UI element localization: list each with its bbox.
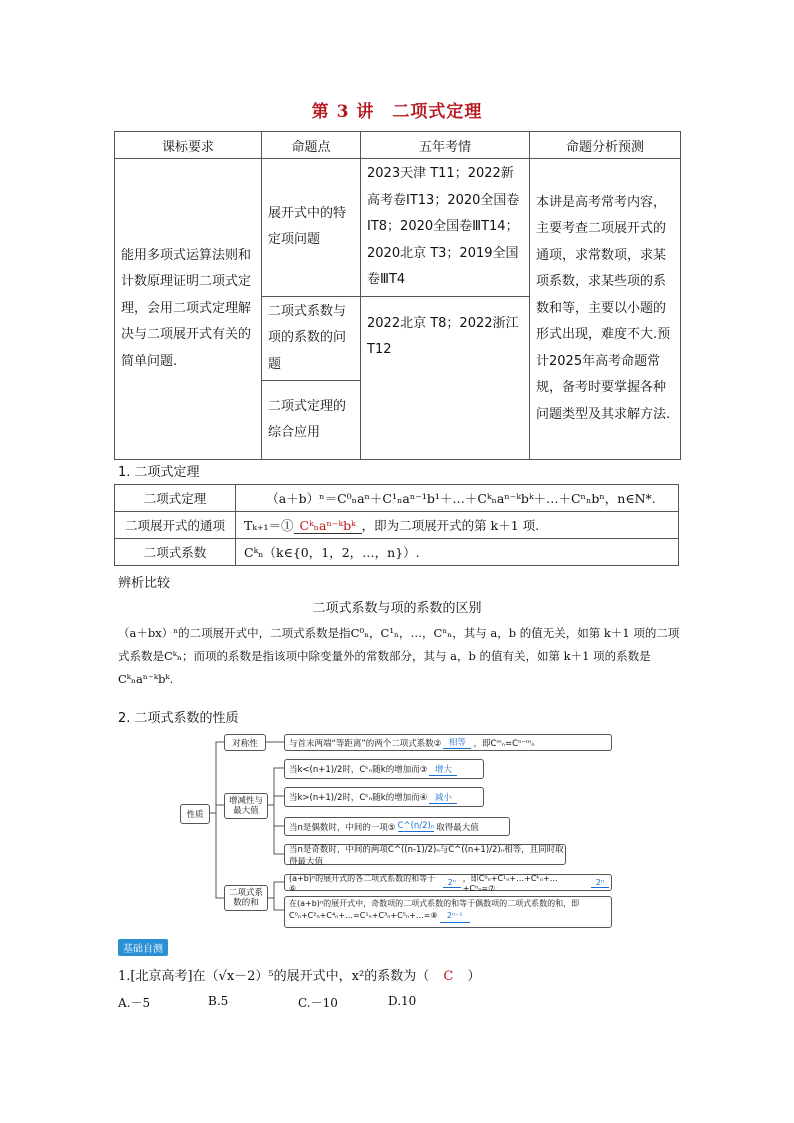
- answer-blank: Cᵏₙaⁿ⁻ᵏbᵏ: [294, 518, 362, 534]
- item-text: 当k<(n+1)/2时，Cᵏₙ随k的增加而③: [289, 765, 428, 775]
- item-answer: 2ⁿ⁻¹: [440, 910, 470, 923]
- mindmap-item: [284, 787, 484, 807]
- analysis-cell: 本讲是高考常考内容，主要考查二项展开式的通项，求常数项，求某项系数，求某些项的系数和等，主要以小题的形式出现，难度不大.预计2025年高考命题常规，备考时要掌握各种问题类型及其求解方法.: [530, 159, 681, 460]
- question-close: ）: [467, 969, 481, 984]
- section-heading: 2. 二项式系数的性质: [118, 711, 239, 726]
- general-term-suffix: ，即为二项展开式的第 k＋1 项.: [361, 518, 540, 533]
- question-text: 1.[北京高考]在（√x－2）⁵的展开式中，x²的系数为（: [118, 969, 430, 984]
- item-text: 与首末两端“等距离”的两个二项式系数②: [289, 738, 442, 749]
- item-answer: 2ⁿ: [443, 878, 461, 888]
- item-answer: 相等: [443, 736, 471, 749]
- mindmap-item: [284, 874, 612, 891]
- header-points: 命题点: [262, 132, 361, 159]
- mindmap-item: [284, 896, 612, 928]
- item-answer: C^(n/2)ₙ: [397, 821, 435, 831]
- properties-mindmap: [180, 730, 615, 930]
- compare-text: （a＋bx）ⁿ的二项展开式中，二项式系数是指C⁰ₙ，C¹ₙ，…，Cⁿₙ，其与 a，b 的值无关，如第 k＋1 项的二项式系数是Cᵏₙ；而项的系数是指该项中除变量外的常数部分，其与 a，b 的值有关，如第 k＋1 项的系数是Cᵏₙaⁿ⁻ᵏbᵏ.: [118, 626, 680, 686]
- item-tail: ，即C⁰ₙ+C¹ₙ+…+Cᵏₙ+…+Cⁿₙ=⑦: [462, 873, 558, 893]
- row-label: 二项式系数: [115, 539, 236, 566]
- basic-self-test-tag: 基础自测: [118, 939, 168, 956]
- mindmap-item: [284, 759, 484, 779]
- mindmap-item: [284, 734, 612, 751]
- item-tail: ，即Cᵐₙ=Cⁿ⁻ᵐₙ: [473, 738, 535, 749]
- exam-cell: 2023天津 T11；2022新高考卷ⅠT13；2020全国卷ⅠT8；2020全国卷ⅢT14；2020北京 T3；2019全国卷ⅢT4: [361, 159, 530, 297]
- item-text: 在(a+b)ⁿ的展开式中，奇数项的二项式系数的和等于偶数项的二项式系数的和，即C⁰ₙ+C²ₙ+C⁴ₙ+…=C¹ₙ+C³ₙ+C⁵ₙ+…=⑧: [289, 899, 580, 920]
- item-answer: 增大: [429, 763, 457, 776]
- exam-cell: 2022北京 T8；2022浙江 T12: [361, 296, 530, 460]
- question-stem: [118, 965, 480, 984]
- general-term-prefix: Tₖ₊₁＝①: [244, 518, 294, 533]
- row-value: Cᵏₙ（k∈{0，1，2，…，n}）.: [236, 539, 679, 566]
- branch-monotonic: 增减性与最大值: [224, 793, 268, 819]
- option-b: B.5: [208, 994, 229, 1008]
- question-options: [118, 994, 478, 1011]
- item-text: 当n是偶数时，中间的一项⑤: [289, 822, 396, 833]
- mindmap-root: 性质: [180, 804, 210, 824]
- page-title: 第 3 讲 二项式定理: [311, 102, 483, 122]
- section-heading: 1. 二项式定理: [118, 465, 200, 480]
- branch-symmetry: 对称性: [224, 734, 266, 751]
- item-text: 当k>(n+1)/2时，Cᵏₙ随k的增加而④: [289, 793, 428, 803]
- row-label: 二项式定理: [115, 485, 236, 512]
- option-c: C.－10: [298, 996, 338, 1010]
- item-answer: 减小: [429, 791, 457, 804]
- question-answer: C: [443, 969, 454, 984]
- point-cell: 二项式系数与项的系数的问题: [262, 296, 361, 381]
- item-answer: 2ⁿ: [591, 878, 609, 888]
- header-requirement: 课标要求: [115, 132, 262, 159]
- item-tail: 取得最大值: [436, 822, 479, 833]
- point-cell: 展开式中的特定项问题: [262, 159, 361, 297]
- option-a: A.－5: [118, 996, 151, 1010]
- point-cell: 二项式定理的综合应用: [262, 381, 361, 460]
- compare-title: 二项式系数与项的系数的区别: [312, 601, 482, 616]
- option-d: D.10: [388, 994, 417, 1008]
- row-label: 二项展开式的通项: [115, 512, 236, 539]
- requirement-cell: 能用多项式运算法则和计数原理证明二项式定理，会用二项式定理解决与二项展开式有关的简单问题.: [115, 159, 262, 460]
- compare-label: 辨析比较: [118, 576, 171, 591]
- theorem-table: [114, 484, 679, 566]
- mindmap-item: [284, 817, 510, 836]
- header-exams: 五年考情: [361, 132, 530, 159]
- row-value: （a＋b）ⁿ＝C⁰ₙaⁿ＋C¹ₙaⁿ⁻¹b¹＋…＋Cᵏₙaⁿ⁻ᵏbᵏ＋…＋Cⁿₙbⁿ，n∈N*.: [236, 485, 679, 512]
- row-value: [236, 512, 679, 539]
- item-text: (a+b)ⁿ的展开式的各二项式系数的和等于⑥: [289, 873, 436, 893]
- header-analysis: 命题分析预测: [530, 132, 681, 159]
- mindmap-item: 当n是奇数时，中间的两项C^((n-1)/2)ₙ与C^((n+1)/2)ₙ相等，且同时取得最大值: [284, 844, 566, 865]
- curriculum-table: [114, 131, 681, 460]
- branch-sum: 二项式系数的和: [224, 885, 268, 911]
